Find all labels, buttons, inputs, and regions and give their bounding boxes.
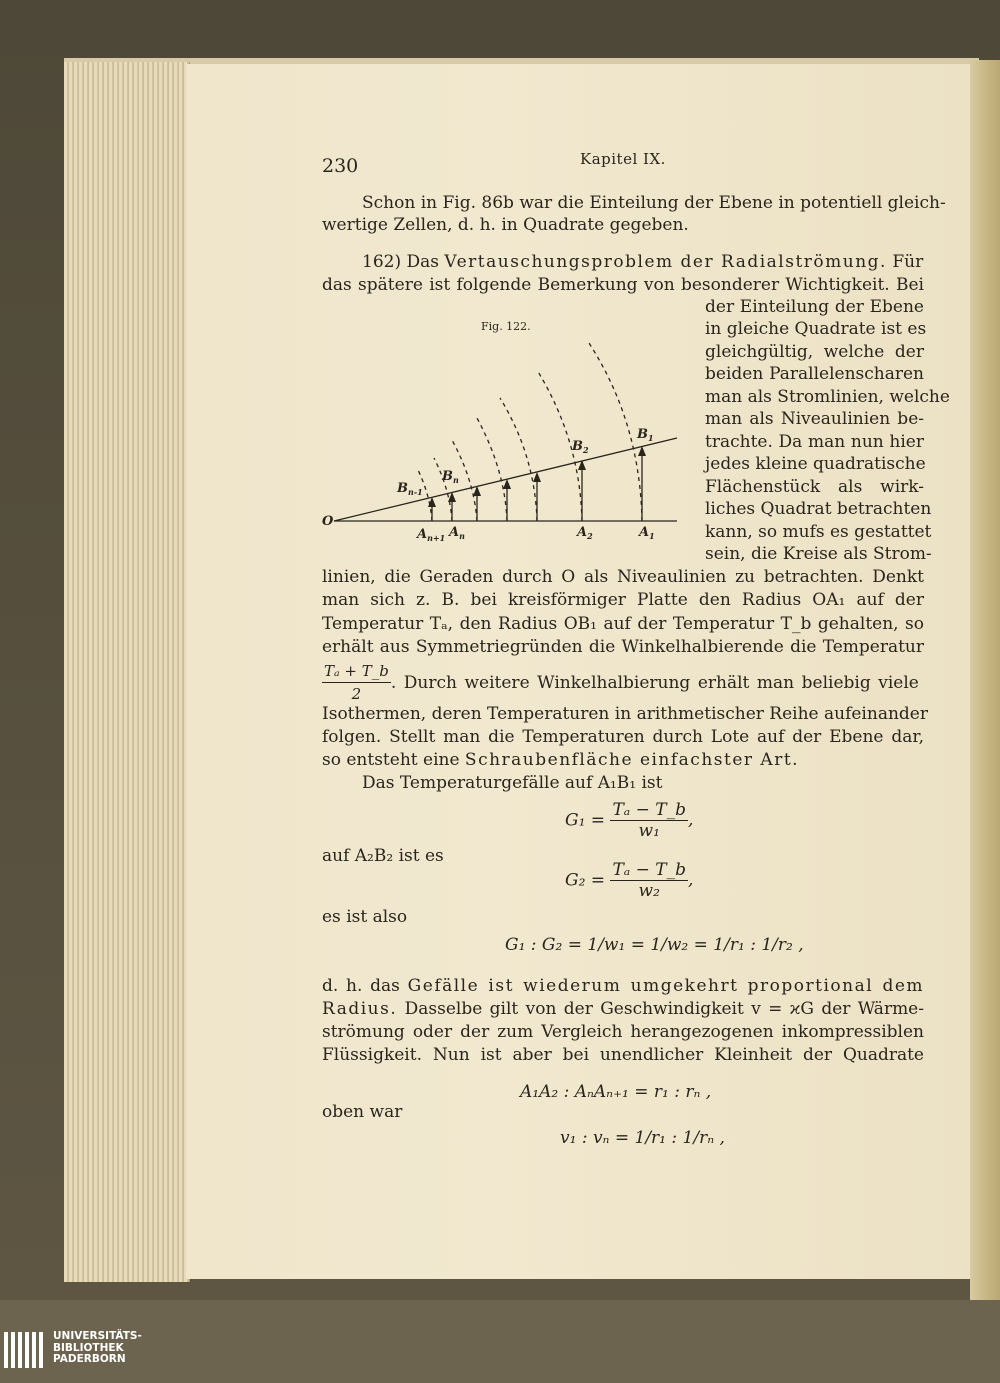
text-line-fraction: $\frac{\text{Tₐ + T\_b}}{2}$ . Durch weitere Winkelhalbierung erhält man beliebig viele [324, 662, 919, 703]
text-line: so entsteht eine Schraubenfläche einfachster Art. [322, 750, 800, 770]
svg-text:An+1: $A_{n+1}$ [417, 527, 446, 543]
equation-g-ratio: G₁ : G₂ = 1/w₁ = 1/w₂ = 1/r₁ : 1/r₂ , [505, 935, 804, 955]
text-line: gleichgültig, welche der [705, 342, 924, 362]
text-line: Temperatur Tₐ, den Radius OB₁ auf der Temperatur T_b gehalten, so [322, 614, 924, 634]
equation-segments: A₁A₂ : AₙAₙ₊₁ = r₁ : rₙ , [520, 1082, 712, 1102]
text-line: man als Niveaulinien be- [705, 409, 924, 429]
text-line: erhält aus Symmetriegründen die Winkelhalbierende die Temperatur [322, 637, 924, 657]
text-line: sein, die Kreise als Strom- [705, 544, 932, 564]
text-line: man sich z. B. bei kreisförmiger Platte den Radius OA₁ auf der [322, 590, 924, 610]
text-line: das spätere ist folgende Bemerkung von besonderer Wichtigkeit. Bei [322, 275, 924, 295]
chapter-title: Kapitel IX. [580, 150, 666, 168]
text-line: Flächenstück als wirk- [705, 477, 924, 497]
footer-bar [0, 1300, 1000, 1383]
ray-ob [334, 438, 677, 521]
section-heading-line [362, 251, 924, 273]
svg-text:An: $A_n$ [449, 525, 465, 541]
text-line: strömung oder der zum Vergleich herangezogenen inkompressiblen [322, 1022, 924, 1042]
radial-flow-figure [322, 330, 702, 550]
equation-g1: G₁ = $\frac{\text{Tₐ − T\_b}}{\text{w₁}}$ , [565, 800, 694, 841]
text-line: folgen. Stellt man die Temperaturen durch Lote auf der Ebene dar, [322, 727, 924, 747]
fraction-ta-tb: $\frac{\text{Tₐ + T\_b}}{2}$ [324, 662, 389, 703]
equation-g2: G₂ = $\frac{\text{Tₐ − T\_b}}{\text{w₂}}$ , [565, 860, 694, 901]
svg-text:B1: $B_1$ [637, 427, 654, 443]
text-line: linien, die Geraden durch O als Niveaulinien zu betrachten. Denkt [322, 567, 924, 587]
svg-text:Bn: $B_n$ [442, 469, 459, 485]
section-number: 162) Das [362, 252, 445, 272]
arc-4 [477, 418, 507, 521]
text-line: es ist also [322, 907, 408, 927]
text-line: Isothermen, deren Temperaturen in arithmetischer Reihe aufeinander [322, 704, 928, 724]
text-fragment: Für [886, 252, 924, 272]
text-line: in gleiche Quadrate ist es [705, 319, 927, 339]
svg-text:Bn-1: $B_{n-1}$ [397, 481, 423, 497]
text-line: liches Quadrat betrachten [705, 499, 932, 519]
text-line: trachte. Da man nun hier [705, 432, 924, 452]
text-line: d. h. das Gefälle ist wiederum umgekehrt proportional dem [322, 976, 925, 996]
text-line: oben war [322, 1102, 403, 1122]
svg-text:A2: $A_2$ [577, 525, 593, 541]
svg-text:A1: $A_1$ [639, 525, 655, 541]
text-line: der Einteilung der Ebene [705, 297, 924, 317]
label-o: O [322, 514, 334, 529]
text-line: Schon in Fig. 86b war die Einteilung der Ebene in potentiell gleich- [362, 193, 946, 213]
svg-text:B2: $B_2$ [572, 439, 589, 455]
arc-6 [434, 458, 452, 521]
figure-label: Fig. 122. [481, 320, 531, 333]
text-line: wertige Zellen, d. h. in Quadrate gegeben. [322, 215, 689, 235]
library-logo-icon [4, 1332, 48, 1368]
library-name: UNIVERSITÄTS- BIBLIOTHEK PADERBORN [53, 1330, 142, 1365]
text-line: man als Stromlinien, welche [705, 387, 950, 407]
equation-velocity: v₁ : vₙ = 1/r₁ : 1/rₙ , [560, 1128, 725, 1148]
text-line: Das Temperaturgefälle auf A₁B₁ ist [362, 773, 663, 793]
svg-text:O [322, 514, 334, 529]
text-line: Radius. Dasselbe gilt von der Geschwindigkeit v = ϰG der Wärme- [322, 999, 924, 1019]
page-stack-edges [64, 62, 190, 1282]
page-number: 230 [322, 155, 359, 177]
arc-1 [587, 340, 642, 521]
text-line: beiden Parallelenscharen [705, 364, 924, 384]
text-line: kann, so mufs es gestattet [705, 522, 932, 542]
text-line: Flüssigkeit. Nun ist aber bei unendlicher Kleinheit der Quadrate [322, 1045, 924, 1065]
facing-page-edge [970, 60, 1000, 1300]
text-line: auf A₂B₂ ist es [322, 846, 444, 866]
text-line: jedes kleine quadratische [705, 454, 926, 474]
section-title: Vertauschungsproblem der Radialströmung. [444, 252, 887, 272]
